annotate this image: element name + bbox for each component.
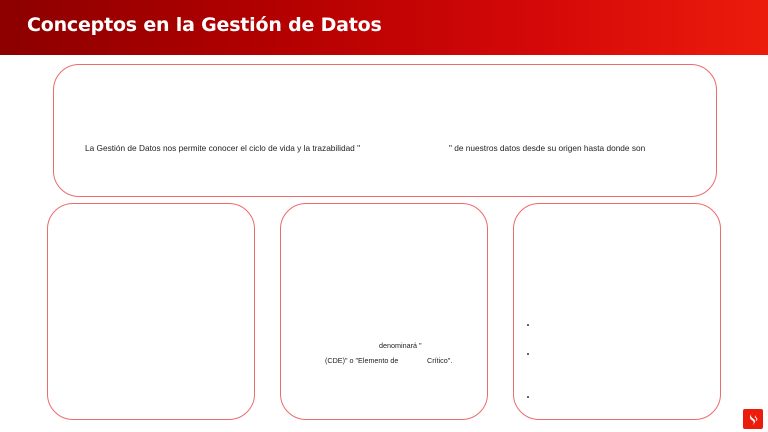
card3-bullet-3 (527, 396, 529, 398)
concept-card-3 (513, 203, 721, 420)
intro-text-part2: " de nuestros datos desde su origen hasta donde son (449, 143, 646, 153)
card3-bullet-2 (527, 353, 529, 355)
slide-title: Conceptos en la Gestión de Datos (27, 14, 382, 36)
slide-header (0, 0, 768, 55)
card2-line2b: Crítico". (427, 356, 453, 365)
card2-line1: denominará " (379, 341, 422, 350)
brand-flame-logo-icon (743, 409, 763, 429)
card2-line2a: (CDE)" o "Elemento de (325, 356, 399, 365)
intro-card (53, 64, 717, 197)
card3-bullet-1 (527, 324, 529, 326)
intro-text-part1: La Gestión de Datos nos permite conocer el ciclo de vida y la trazabilidad " (85, 143, 361, 153)
concept-card-2 (280, 203, 488, 420)
concept-card-1 (47, 203, 255, 420)
